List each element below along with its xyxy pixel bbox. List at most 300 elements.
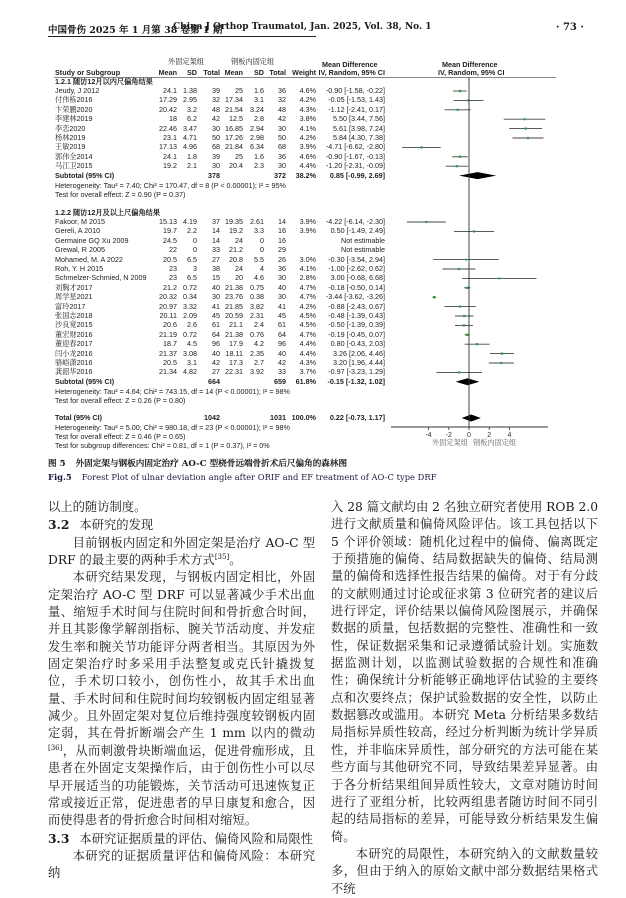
study-name: Fakoor, M 2015: [55, 217, 105, 226]
cell-n2: 45: [278, 311, 286, 320]
cell-n2: 14: [278, 217, 286, 226]
cell-n1: 41: [212, 301, 220, 311]
cell-sd1: 1.38: [183, 86, 197, 95]
citation-ref: [35]: [214, 552, 230, 561]
study-name: 马江卫2015: [55, 161, 93, 171]
effect-square: [457, 109, 459, 111]
cell-m1: 18: [169, 114, 177, 124]
study-name: 富玲2017: [55, 301, 86, 311]
cell-m2: 17.9: [229, 339, 243, 349]
section-title: 本研究的发现: [79, 518, 154, 533]
cell-ci: -0.48 [-1.39, 0.43]: [328, 311, 385, 320]
cell-sd1: 4.5: [187, 339, 197, 349]
caption-cn: [48, 457, 347, 469]
cell-n1: 39: [212, 86, 220, 95]
cell-m1: 17.13: [159, 142, 177, 152]
cell-ci: 0.50 [-1.49, 2.49]: [330, 226, 385, 236]
cell-sd2: 2.4: [254, 320, 264, 330]
cell-w: 4.6%: [299, 86, 316, 95]
paragraph: [48, 535, 315, 570]
cell-w: 3.9%: [299, 142, 316, 152]
cell-w: 2.8%: [299, 273, 316, 283]
cell-m2: 20.8: [229, 254, 243, 264]
study-name: 周学星2021: [55, 292, 93, 302]
cell-sd2: 3.92: [250, 367, 264, 377]
cell-sd2: 2.31: [250, 311, 264, 320]
cell-n2: 61: [278, 320, 286, 330]
study-name: Gereli, A 2010: [55, 226, 101, 236]
cell-n1: 27: [212, 367, 220, 377]
col-study: Study or Subgroup: [55, 68, 121, 77]
effect-square: [523, 118, 525, 120]
cell-sd2: 6.34: [250, 142, 264, 152]
cell-m2: 20.4: [229, 161, 243, 171]
cell-sd1: 2.09: [183, 311, 197, 320]
cell-sd1: 3.1: [187, 358, 197, 367]
cell-m2: 21.2: [229, 245, 243, 255]
cell-sd1: 1.8: [187, 151, 197, 161]
cell-sd1: 6.5: [187, 273, 197, 283]
effect-square: [465, 259, 467, 261]
cell-m1: 21.34: [159, 367, 177, 377]
paragraph: 入 28 篇文献均由 2 名独立研究者使用 ROB 2.0 进行文献质量和偏倚风险评估。该工具包括以下 5 个评价领域：随机化过程中的偏倚、偏离既定于预措施的偏倚、结局数据缺失的偏倚、结局测量的偏倚和选择性报告结果的偏倚。对于有分歧的文献则通过讨论或征求第 3 位研究者的建议后进行评定，评价结果以偏倚风险图展示，并确保数据的质量，包括数据的完整性、准确性和一致性，保证数据采集和记录遵循试验计划。实施数据监测计划，以监测试验数据的合规性和准确性；确保统计分析能够正确地评估试验的主要终点和次要终点；保护试验数据的安全性，以防止数据篡改或滥用。本研究 Meta 分析结果多数结局指标异质性较高，经过分析判断为统计学异质性，并非临床异质性，部分研究的方法可能在某些方面与其他研究不同，导致结果差异显著。由于各分析结果组间异质性较大，文章对随访时间进行了亚组分析，比较两组患者随访时间不同引起的结局指标的差异，可能导致分析结果发生偏倚。: [331, 500, 599, 844]
cell-m2: 24: [235, 235, 243, 245]
text: 本研究结果发现，与钢板内固定相比，外固定架治疗 AO-C 型 DRF 可以显著减少手术出血量、缩短手术时间与住院时间和骨折愈合时间，并且其影像学解剖指标、腕关节活动度、并发症发生率和腕关节功能评分两者相当。其原因为外固定架治疗时多采用手法整复或克氏针撬拨复位，手术切口较小，创伤性小，故其手术出血量、手术时间和住院时间均较钢板内固定组显著减少。且外固定架对复位后维持强度较钢板内固定弱，其在骨折断端会产生 1 mm 以内的微动: [48, 570, 315, 741]
effect-square: [463, 315, 465, 317]
cell-sd1: 0: [193, 245, 197, 255]
cell-n2: 659: [274, 376, 286, 386]
cell-m1: 18.7: [163, 339, 177, 349]
cell-w: 4.5%: [299, 320, 316, 330]
cell-n1: 33: [212, 245, 220, 255]
cell-n1: 15: [212, 273, 220, 283]
cell-m1: 20.5: [163, 254, 177, 264]
cell-m1: 24.5: [163, 235, 177, 245]
cell-m1: 24.1: [163, 151, 177, 161]
cell-w: 4.4%: [299, 161, 316, 171]
cell-ci: -0.05 [-1.53, 1.43]: [328, 95, 385, 105]
cell-w: 100.0%: [291, 413, 316, 422]
left-column: [48, 499, 315, 883]
cell-n1: 42: [212, 114, 220, 124]
study-name: 张国志2018: [55, 311, 93, 320]
favours-plate-label: 钢板内固定组: [473, 438, 517, 447]
study-name: 龚韶华2016: [55, 367, 93, 377]
effect-square: [527, 137, 529, 139]
cell-sd1: 0: [193, 235, 197, 245]
cell-ci: -0.90 [-1.67, -0.13]: [325, 151, 385, 161]
cell-n1: 37: [212, 217, 220, 226]
effect-square: [433, 296, 435, 298]
cell-n2: 40: [278, 348, 286, 358]
section-number: 3.2: [48, 517, 70, 533]
cell-n2: 30: [278, 123, 286, 133]
overall-effect-text: Test for overall effect: Z = 0.90 (P = 0.37): [55, 189, 186, 199]
paragraph: 本研究的证据质量评估和偏倚风险：本研究纳: [48, 848, 315, 881]
cell-n1: 30: [212, 123, 220, 133]
text: 目前钢板内固定和外固定架是治疗 AO-C 型 DRF 的最主要的两种手术方式: [48, 535, 315, 568]
cell-m1: 21.19: [159, 329, 177, 339]
study-name: 董宏财2016: [55, 329, 93, 339]
study-name: Germaine GQ Xu 2009: [55, 235, 129, 245]
cell-ci: 3.26 [2.06, 4.46]: [333, 348, 385, 358]
effect-square: [466, 334, 468, 336]
effect-square: [476, 343, 478, 345]
cell-n2: 96: [278, 339, 286, 349]
study-name: 闫小龙2016: [55, 348, 93, 358]
cell-m1: 23.1: [163, 133, 177, 142]
cell-m2: 19.35: [225, 217, 243, 226]
cell-ci: -0.19 [-0.45, 0.07]: [328, 329, 385, 339]
study-name: 董迎春2017: [55, 339, 93, 349]
cell-w: 4.5%: [299, 311, 316, 320]
total-overall-effect-text: Test for overall effect: Z = 0.46 (P = 0.65): [55, 432, 186, 441]
cell-sd1: 4.71: [183, 133, 197, 142]
cell-ci: 5.61 [3.98, 7.24]: [333, 123, 385, 133]
cell-m1: 20.42: [159, 104, 177, 114]
cell-n1: 64: [212, 329, 220, 339]
cell-ci: -1.12 [-2.41, 0.17]: [328, 104, 385, 114]
cell-sd2: 3.1: [254, 95, 264, 105]
caption-cn-text: 外固定架与钢板内固定治疗 AO-C 型桡骨远端骨折术后尺偏角的森林图: [75, 459, 348, 469]
cell-ci: 0.22 [-0.73, 1.17]: [329, 413, 385, 422]
cell-n1: 14: [212, 226, 220, 236]
axis-tick-label: -2: [445, 432, 452, 439]
md-header: Mean Difference: [322, 60, 378, 69]
pooled-diamond: [459, 172, 496, 179]
cell-n2: 1031: [270, 413, 286, 422]
cell-ci: 0.85 [-0.99, 2.69]: [329, 170, 385, 180]
cell-m1: 19.7: [163, 226, 177, 236]
cell-m2: 23.76: [225, 292, 243, 302]
cell-sd1: 6.5: [187, 254, 197, 264]
cell-w: 4.3%: [299, 358, 316, 367]
cell-n2: 16: [278, 226, 286, 236]
cell-w: 4.7%: [299, 292, 316, 302]
cell-w: 3.9%: [299, 226, 316, 236]
cell-sd2: 5.5: [254, 254, 264, 264]
cell-m1: 22.46: [159, 123, 177, 133]
cell-ci: -0.88 [-2.43, 0.67]: [328, 301, 385, 311]
cell-sd2: 4.2: [254, 339, 264, 349]
cell-sd2: 3.82: [250, 301, 264, 311]
cell-sd1: 3.08: [183, 348, 197, 358]
cell-n2: 33: [278, 367, 286, 377]
section-title: 本研究证据质量的评估、偏倚风险和局限性: [79, 831, 314, 846]
cell-n2: 50: [278, 133, 286, 142]
cell-w: 3.8%: [299, 114, 316, 124]
cell-n2: 42: [278, 114, 286, 124]
cell-ci: Not estimable: [341, 245, 385, 255]
effect-square: [466, 287, 468, 289]
citation-ref: [36]: [48, 743, 63, 752]
cell-m1: 21.2: [163, 282, 177, 292]
text: 。: [229, 553, 242, 568]
cell-n1: 664: [208, 376, 220, 386]
cell-sd2: 0.76: [250, 329, 264, 339]
cell-m2: 12.5: [229, 114, 243, 124]
cell-sd1: 2.2: [187, 226, 197, 236]
axis-tick-label: 0: [467, 432, 471, 439]
cell-m1: 20.97: [159, 301, 177, 311]
cell-ci: -0.90 [-1.58, -0.22]: [325, 86, 385, 95]
subgroup-difference-text: Test for subgroup differences: Chi² = 0.81, df = 1 (P = 0.37), I² = 0%: [55, 441, 270, 450]
cell-m2: 18.11: [225, 348, 243, 358]
cell-sd1: 0.72: [183, 282, 197, 292]
heterogeneity-text: Heterogeneity: Tau² = 4.64; Chi² = 743.15, df = 14 (P < 0.00001); I² = 98%: [55, 386, 290, 396]
subgroup-title: 1.2.2 随访12月及以上尺偏角结果: [55, 208, 161, 217]
cell-sd2: 4: [260, 264, 264, 273]
caption-en-label: Fig.5: [48, 472, 72, 482]
cell-m2: 20: [235, 273, 243, 283]
col-weight: Weight: [292, 68, 316, 77]
study-name: 王敏2019: [55, 142, 86, 152]
cell-n1: 30: [212, 161, 220, 171]
effect-square: [458, 371, 460, 373]
study-name: Mohamed, M. A 2022: [55, 254, 123, 264]
md-plot-header: Mean Difference: [442, 60, 498, 69]
section-heading-3-2: [48, 516, 315, 534]
study-name: 刘胸才2017: [55, 282, 93, 292]
cell-m2: 21.54: [225, 104, 243, 114]
cell-ci: -0.97 [-3.23, 1.29]: [328, 367, 385, 377]
cell-n1: 40: [212, 282, 220, 292]
effect-square: [501, 352, 503, 354]
caption-en-text: Forest Plot of ulnar deviation angle after ORIF and EF treatment of AO-C type DRF: [81, 472, 437, 482]
cell-n2: 36: [278, 151, 286, 161]
subtotal-label: Subtotal (95% CI): [55, 376, 115, 386]
cell-sd2: 2.98: [250, 133, 264, 142]
cell-sd1: 3: [193, 264, 197, 273]
running-header-journal: 中国骨伤 2025 年 1 月第 38 卷第 1 期: [48, 25, 223, 36]
col-sd-plate: SD: [254, 68, 264, 77]
cell-m1: 24.1: [163, 86, 177, 95]
cell-sd2: 2.3: [254, 161, 264, 171]
cell-n2: 68: [278, 142, 286, 152]
cell-w: 3.9%: [299, 217, 316, 226]
cell-sd1: 0.34: [183, 292, 197, 302]
cell-m2: 17.34: [225, 95, 243, 105]
pooled-diamond: [462, 415, 481, 422]
cell-m2: 21.1: [229, 320, 243, 330]
cell-m2: 21.38: [225, 282, 243, 292]
cell-n1: 32: [212, 95, 220, 105]
study-name: Jeudy, J 2012: [55, 86, 100, 95]
cell-sd2: 2.35: [250, 348, 264, 358]
cell-sd2: 3.3: [254, 226, 264, 236]
pooled-diamond: [456, 378, 480, 385]
axis-tick-label: -4: [425, 432, 432, 439]
cell-w: 4.6%: [299, 151, 316, 161]
cell-sd1: 3.2: [187, 104, 197, 114]
cell-w: 38.2%: [295, 170, 316, 180]
page-number: · 73 ·: [556, 22, 584, 33]
cell-ci: -0.18 [-0.50, 0.14]: [328, 282, 385, 292]
cell-w: 4.7%: [299, 282, 316, 292]
col-plot-ci: IV, Random, 95% CI: [438, 68, 505, 77]
cell-m1: 19.2: [163, 161, 177, 171]
study-name: Roh, Y. H 2015: [55, 264, 104, 273]
right-column: [331, 499, 598, 898]
cell-m2: 22.31: [225, 367, 243, 377]
cell-n2: 30: [278, 161, 286, 171]
cell-n1: 378: [208, 170, 220, 180]
cell-m1: 20.32: [159, 292, 177, 302]
cell-ci: -0.15 [-1.32, 1.02]: [327, 376, 385, 386]
group-label-plate: 钢板内固定组: [231, 57, 275, 66]
effect-square: [459, 156, 461, 158]
cell-sd1: 3.32: [183, 301, 197, 311]
cell-n2: 26: [278, 254, 286, 264]
effect-square: [463, 324, 465, 326]
text: ，从而刺激骨块断端血运，促进骨痂形成，且患者在外固定支架操作后，由于创伤性小可以尽早开展适当的功能锻炼，关节活动可迅速恢复正常或接近正常，促进患者的早日康复和愈合，因而使得患者的骨折愈合时间相对缩短。: [48, 743, 315, 828]
cell-sd2: 4.6: [254, 273, 264, 283]
cell-m1: 23: [169, 273, 177, 283]
cell-sd1: 3.47: [183, 123, 197, 133]
cell-m1: 15.13: [159, 217, 177, 226]
cell-ci: -1.20 [-2.31, -0.09]: [325, 161, 385, 171]
cell-ci: -0.30 [-3.54, 2.94]: [328, 254, 385, 264]
cell-n1: 38: [212, 264, 220, 273]
study-name: 卞荣鹏2020: [55, 104, 93, 114]
cell-n1: 1042: [204, 413, 220, 422]
effect-square: [458, 268, 460, 270]
cell-w: 4.2%: [299, 133, 316, 142]
caption-en: [48, 472, 437, 482]
cell-ci: Not estimable: [341, 235, 385, 245]
cell-n2: 30: [278, 273, 286, 283]
cell-n2: 32: [278, 95, 286, 105]
col-mean-plate: Mean: [224, 68, 243, 77]
cell-n1: 45: [212, 311, 220, 320]
effect-square: [473, 230, 475, 232]
cell-m2: 21.38: [225, 329, 243, 339]
subtotal-label: Subtotal (95% CI): [55, 170, 115, 180]
cell-w: 4.3%: [299, 104, 316, 114]
cell-n1: 68: [212, 142, 220, 152]
study-name: Schmelzer-Schmied, N 2009: [55, 273, 147, 283]
cell-w: 4.2%: [299, 95, 316, 105]
cell-sd2: 0: [260, 235, 264, 245]
cell-w: 3.0%: [299, 254, 316, 264]
cell-sd1: 4.19: [183, 217, 197, 226]
cell-sd1: 2.95: [183, 95, 197, 105]
cell-sd2: 2.61: [250, 217, 264, 226]
subgroup-title: 1.2.1 随访12月以内尺偏角结果: [55, 77, 153, 86]
heterogeneity-text: Heterogeneity: Tau² = 7.40; Chi² = 170.47, df = 8 (P < 0.00001); I² = 95%: [55, 180, 286, 190]
cell-m2: 25: [235, 86, 243, 95]
total-heterogeneity-text: Heterogeneity: Tau² = 5.00; Chi² = 980.18, df = 23 (P < 0.00001); I² = 98%: [55, 423, 290, 432]
cell-w: 61.8%: [295, 376, 316, 386]
cell-n1: 27: [212, 254, 220, 264]
effect-square: [425, 221, 427, 223]
study-name: 郭伟全2014: [55, 151, 93, 161]
cell-m2: 21.85: [225, 301, 243, 311]
cell-sd2: 0: [260, 245, 264, 255]
cell-n2: 48: [278, 104, 286, 114]
cell-m2: 17.3: [229, 358, 243, 367]
cell-n1: 14: [212, 235, 220, 245]
cell-m1: 20.11: [159, 311, 177, 320]
cell-sd1: 0.72: [183, 329, 197, 339]
cell-sd1: 2.1: [187, 161, 197, 171]
cell-sd2: 2.8: [254, 114, 264, 124]
col-total-ef: Total: [203, 68, 220, 77]
cell-sd1: 4.82: [183, 367, 197, 377]
cell-n1: 42: [212, 358, 220, 367]
col-mean-ef: Mean: [158, 68, 177, 77]
cell-n1: 96: [212, 339, 220, 349]
paragraph: 本研究的局限性，本研究纳入的文献数量较多，但由于纳入的原始文献中部分数据结果格式不统: [331, 846, 598, 896]
cell-sd2: 2.94: [250, 123, 264, 133]
study-name: 付伟栋2016: [55, 95, 93, 105]
cell-sd2: 3.24: [250, 104, 264, 114]
cell-n2: 30: [278, 292, 286, 302]
col-sd-ef: SD: [187, 68, 197, 77]
cell-w: 3.7%: [299, 367, 316, 377]
col-ci: IV, Random, 95% CI: [318, 68, 385, 77]
cell-ci: -4.71 [-6.62, -2.80]: [325, 142, 385, 152]
effect-square: [525, 127, 527, 129]
cell-m2: 21.84: [225, 142, 243, 152]
axis-tick-label: 4: [507, 432, 512, 439]
section-number: 3.3: [48, 830, 70, 846]
cell-ci: -4.22 [-6.14, -2.30]: [325, 217, 385, 226]
effect-square: [498, 277, 500, 279]
cell-m2: 19.2: [229, 226, 243, 236]
study-name: 李恋2020: [55, 123, 86, 133]
subtotal-label: Total (95% CI): [55, 413, 102, 422]
cell-m1: 17.29: [159, 95, 177, 105]
cell-m1: 20.6: [163, 320, 177, 330]
col-total-plate: Total: [269, 68, 286, 77]
cell-sd2: 0.38: [250, 292, 264, 302]
cell-n1: 50: [212, 133, 220, 142]
cell-m2: 17.26: [225, 133, 243, 142]
cell-m2: 20.59: [225, 311, 243, 320]
cell-ci: 3.00 [-0.68, 6.68]: [330, 273, 385, 283]
cell-sd2: 2.7: [254, 358, 264, 367]
cell-ci: 5.84 [4.30, 7.38]: [333, 133, 385, 142]
cell-ci: -1.00 [-2.62, 0.62]: [328, 264, 385, 273]
cell-n1: 48: [212, 104, 220, 114]
cell-sd2: 1.6: [254, 86, 264, 95]
cell-w: 4.7%: [299, 329, 316, 339]
effect-square: [456, 165, 458, 167]
cell-w: 4.1%: [299, 264, 316, 273]
study-name: 骆峪潇2016: [55, 358, 93, 367]
cell-ci: 3.20 [1.96, 4.44]: [333, 358, 385, 367]
cell-w: 4.4%: [299, 348, 316, 358]
cell-n2: 36: [278, 86, 286, 95]
section-heading-3-3: [48, 830, 315, 848]
cell-n2: 36: [278, 264, 286, 273]
caption-cn-label: 图 5: [48, 459, 66, 469]
cell-n2: 42: [278, 358, 286, 367]
cell-w: 4.1%: [299, 123, 316, 133]
cell-ci: -0.50 [-1.39, 0.39]: [328, 320, 385, 330]
overall-effect-text: Test for overall effect: Z = 0.26 (P = 0.80): [55, 395, 186, 405]
paragraph: 以上的随访制度。: [48, 500, 147, 514]
cell-ci: 5.50 [3.44, 7.56]: [333, 114, 385, 124]
favours-ef-label: 外固定架组: [432, 438, 468, 447]
cell-ci: 0.80 [-0.43, 2.03]: [330, 339, 385, 349]
cell-n2: 40: [278, 282, 286, 292]
cell-sd1: 6.2: [187, 114, 197, 124]
effect-square: [459, 305, 461, 307]
cell-sd2: 0.75: [250, 282, 264, 292]
cell-m2: 25: [235, 151, 243, 161]
